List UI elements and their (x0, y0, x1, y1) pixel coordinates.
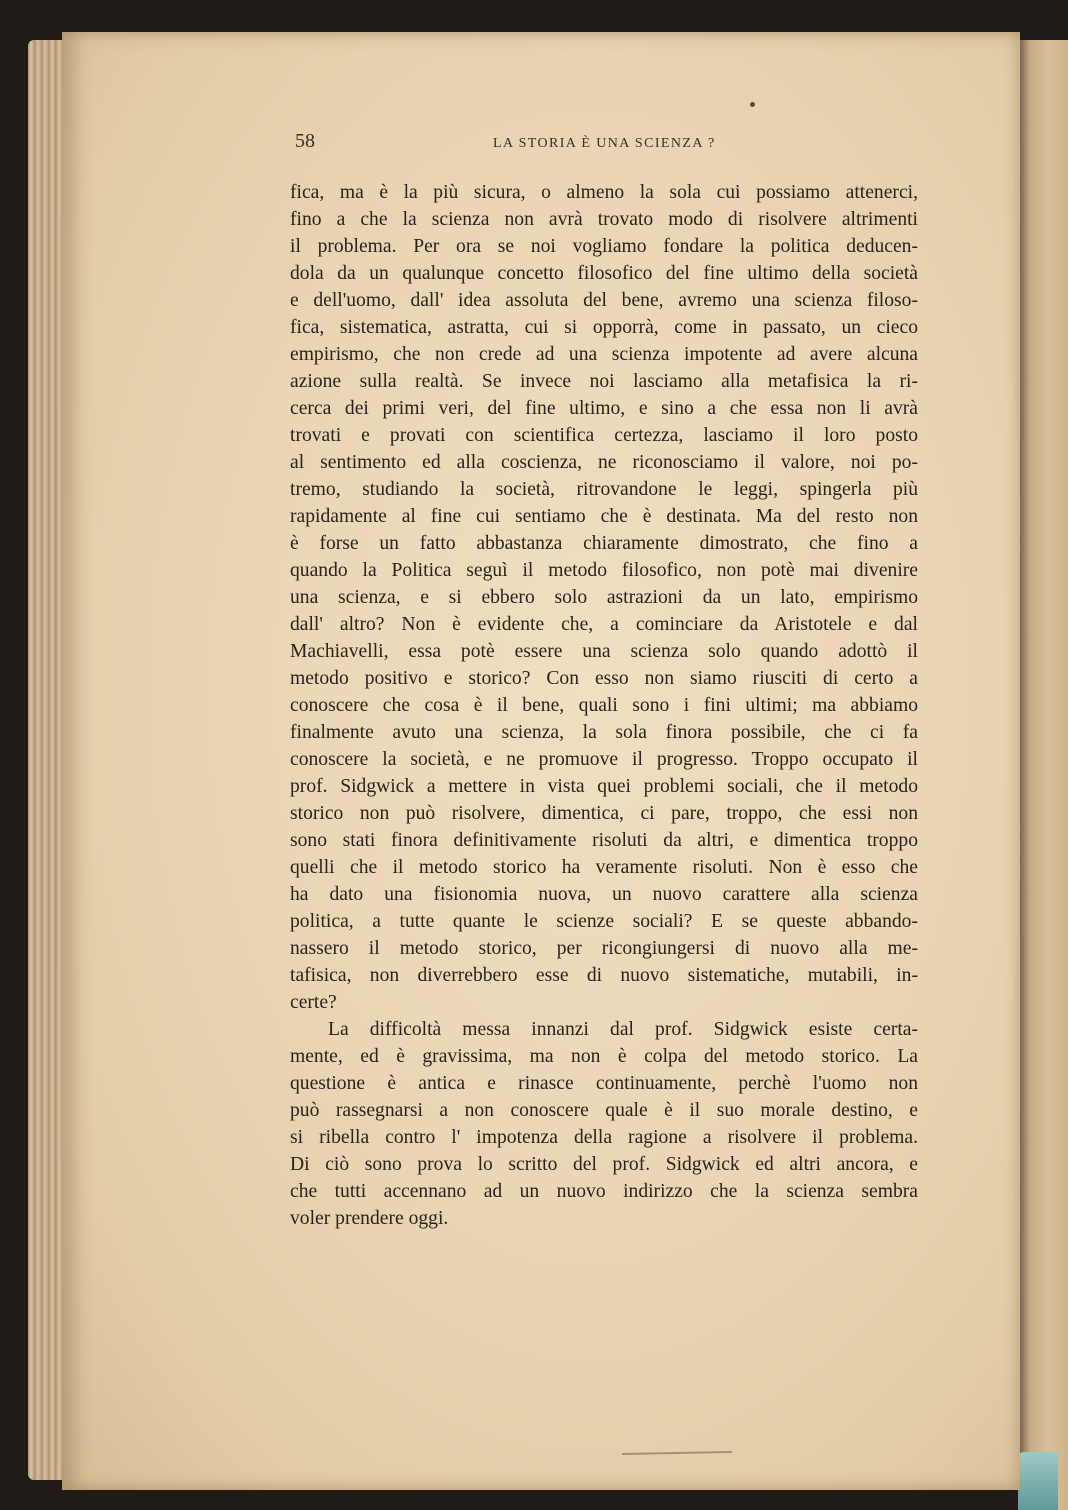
running-head (295, 130, 915, 160)
text-line: quelli che il metodo storico ha veramente risoluti. Non è esso che (290, 857, 918, 878)
paragraph-2 (290, 1016, 918, 1232)
text-line: rapidamente al fine cui sentiamo che è destinata. Ma del resto non (290, 506, 918, 527)
text-line: che tutti accennano ad un nuovo indirizzo che la scienza sembra (290, 1181, 918, 1202)
text-line: sono stati finora definitivamente risoluti da altri, e dimentica troppo (290, 830, 918, 851)
paragraph-1 (290, 179, 918, 1016)
text-line: tremo, studiando la società, ritrovandone le leggi, spingerla più (290, 479, 918, 500)
text-line: questione è antica e rinasce continuamente, perchè l'uomo non (290, 1073, 918, 1094)
text-line: ha dato una fisionomia nuova, un nuovo carattere alla scienza (290, 884, 918, 905)
text-line: cerca dei primi veri, del fine ultimo, e sino a che essa non li avrà (290, 398, 918, 419)
facing-page-edge (1018, 40, 1068, 1510)
text-line: finalmente avuto una scienza, la sola finora possibile, che ci fa (290, 722, 918, 743)
text-line: fino a che la scienza non avrà trovato modo di risolvere altrimenti (290, 209, 918, 230)
text-line: certe? (290, 992, 337, 1013)
text-line: Di ciò sono prova lo scritto del prof. Sidgwick ed altri ancora, e (290, 1154, 918, 1175)
text-line: dola da un qualunque concetto filosofico del fine ultimo della società (290, 263, 918, 284)
scratch-mark (622, 1451, 732, 1455)
text-line: La difficoltà messa innanzi dal prof. Sidgwick esiste certa- (328, 1019, 918, 1040)
text-line: si ribella contro l' impotenza della ragione a risolvere il problema. (290, 1127, 918, 1148)
text-line: è forse un fatto abbastanza chiaramente dimostrato, che fino a (290, 533, 918, 554)
page-number: 58 (295, 130, 315, 152)
text-line: tafisica, non diverrebbero esse di nuovo sistematiche, mutabili, in- (290, 965, 918, 986)
text-line: dall' altro? Non è evidente che, a cominciare da Aristotele e dal (290, 614, 918, 635)
text-line: politica, a tutte quante le scienze sociali? E se queste abbando- (290, 911, 918, 932)
text-line: fica, ma è la più sicura, o almeno la sola cui possiamo attenerci, (290, 182, 918, 203)
text-line: nassero il metodo storico, per ricongiungersi di nuovo alla me- (290, 938, 918, 959)
text-line: prof. Sidgwick a mettere in vista quei problemi sociali, che il metodo (290, 776, 918, 797)
text-line: e dell'uomo, dall' idea assoluta del bene, avremo una scienza filoso- (290, 290, 918, 311)
text-line: fica, sistematica, astratta, cui si opporrà, come in passato, un cieco (290, 317, 918, 338)
text-line: al sentimento ed alla coscienza, ne riconosciamo il valore, noi po- (290, 452, 918, 473)
ink-spot (750, 102, 755, 107)
body-text (290, 179, 918, 1232)
text-line: conoscere la società, e ne promuove il progresso. Troppo occupato il (290, 749, 918, 770)
text-line: una scienza, e si ebbero solo astrazioni da un lato, empirismo (290, 587, 918, 608)
text-line: empirismo, che non crede ad una scienza impotente ad avere alcuna (290, 344, 918, 365)
text-line: conoscere che cosa è il bene, quali sono i fini ultimi; ma abbiamo (290, 695, 918, 716)
text-line: storico non può risolvere, dimentica, ci pare, troppo, che essi non (290, 803, 918, 824)
text-line: il problema. Per ora se noi vogliamo fondare la politica deducen- (290, 236, 918, 257)
text-line: trovati e provati con scientifica certezza, lasciamo il loro posto (290, 425, 918, 446)
text-line: Machiavelli, essa potè essere una scienza solo quando adottò il (290, 641, 918, 662)
text-line: mente, ed è gravissima, ma non è colpa del metodo storico. La (290, 1046, 918, 1067)
bookmark-tab (1018, 1452, 1058, 1510)
text-line: può rassegnarsi a non conoscere quale è il suo morale destino, e (290, 1100, 918, 1121)
text-line: azione sulla realtà. Se invece noi lasciamo alla metafisica la ri- (290, 371, 918, 392)
text-line: quando la Politica seguì il metodo filosofico, non potè mai divenire (290, 560, 918, 581)
text-line: voler prendere oggi. (290, 1208, 449, 1229)
running-title: LA STORIA È UNA SCIENZA ? (493, 136, 716, 151)
text-line: metodo positivo e storico? Con esso non siamo riusciti di certo a (290, 668, 918, 689)
